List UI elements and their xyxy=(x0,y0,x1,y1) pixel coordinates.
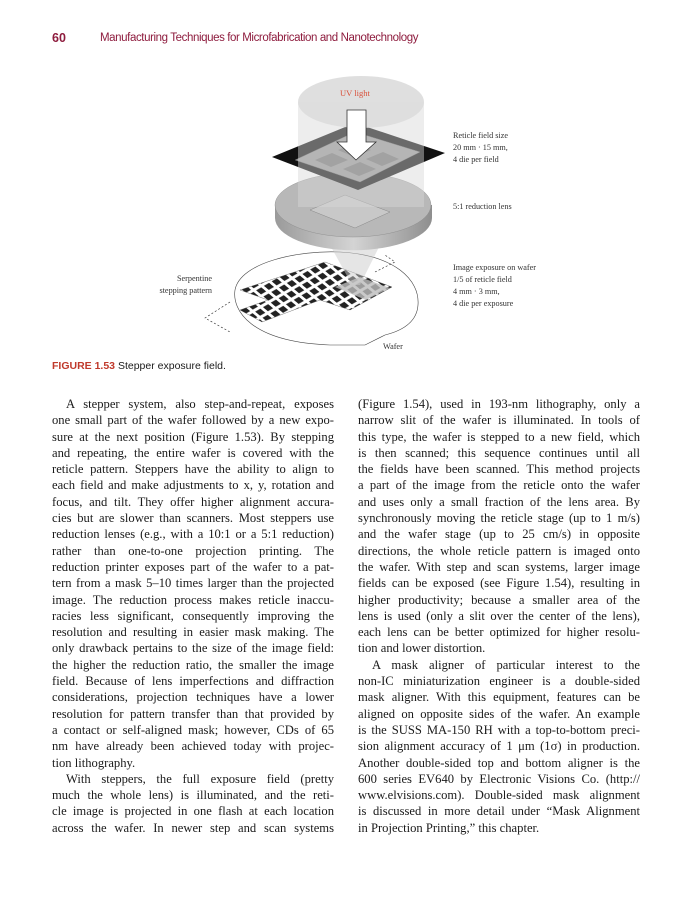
figure-number: FIGURE 1.53 xyxy=(52,360,116,372)
uv-light-label: UV light xyxy=(340,88,370,98)
text-line: only drawback pertains to the size of the image field: xyxy=(52,641,334,656)
serpentine-label-line: stepping pattern xyxy=(159,286,212,295)
text-line: rather than one-to-one projection printing. The xyxy=(52,543,334,558)
text-line: A stepper system, also step-and-repeat, exposes xyxy=(66,397,334,411)
stepper-diagram xyxy=(0,0,695,360)
text-line: 600 series EV640 by Electronic Visions Co. (http:// xyxy=(358,771,640,786)
text-line: considerations, projection techniques have a lower xyxy=(52,690,334,705)
text-line: sion alignment accuracy of 1 μm (1σ) in production. xyxy=(358,739,640,754)
text-line: cle image is projected in one flash at each location xyxy=(52,804,334,819)
text-line: reticle pattern. Steppers have the ability to align to xyxy=(52,462,334,477)
book-title: Manufacturing Techniques for Microfabrication and Nanotechnology xyxy=(100,32,419,44)
text-line: tern from a mask 5–10 times larger than the projected xyxy=(52,576,334,591)
reticle-label-line: Reticle field size xyxy=(453,131,509,140)
figure-caption-text: Stepper exposure field. xyxy=(117,360,226,372)
body-column-right xyxy=(358,396,640,836)
text-line: is discussed in more detail under “Mask Alignment xyxy=(358,804,640,819)
serpentine-label xyxy=(140,273,212,297)
text-line: in Projection Printing,” this chapter. xyxy=(358,820,540,835)
text-line: and uses only a small fraction of the lens area. By xyxy=(358,494,640,509)
text-line: each field and make adjustments to x, y, rotation and xyxy=(52,478,334,493)
text-line: racies less significant, consequently improving the xyxy=(52,608,334,623)
text-line: tion lithography. xyxy=(52,755,136,770)
text-line: resolution and resulting in easier mask making. The xyxy=(52,625,334,640)
text-line: a contact or self-aligned mask; however, CDs of 65 xyxy=(52,722,334,737)
text-line: resolution for pattern transfer than that provided by xyxy=(52,706,334,721)
text-line: the higher the reduction ratio, the smaller the image xyxy=(52,657,334,672)
text-line: reduction printer exposes part of the wafer to a pat- xyxy=(52,559,334,574)
text-line: aligned on opposite sides of the wafer. An example xyxy=(358,706,640,721)
text-line: synchronously moving the reticle stage (up to 1 m/s) xyxy=(358,511,640,526)
text-line: narrow slit of the wafer is illuminated. In tools of xyxy=(358,413,640,428)
exposure-label-line: 1/5 of reticle field xyxy=(453,275,512,284)
text-line: image. The reduction process makes reticle inaccu- xyxy=(52,592,334,607)
text-line: non-IC miniaturization engineer is a double-sided xyxy=(358,674,640,689)
lens-label: 5:1 reduction lens xyxy=(453,202,512,211)
text-line: www.elvisions.com). Double-sided mask alignment xyxy=(358,788,640,803)
text-line: the wafer. With step and scan systems, larger image xyxy=(358,559,640,574)
page-number: 60 xyxy=(52,31,66,45)
exposure-label xyxy=(453,262,536,310)
text-line: lens is used (only a slit over the center of the lens), xyxy=(358,608,640,623)
text-line: and repeating, the entire wafer is covered with the xyxy=(52,445,334,460)
text-line: reduction lenses (e.g., with a 10:1 or a 5:1 reduction) xyxy=(52,527,334,542)
text-line: this type, the wafer is stepped to a new field, which xyxy=(358,429,640,444)
reticle-label-line: 4 die per field xyxy=(453,155,499,164)
body-column-left xyxy=(52,396,334,836)
text-line: With steppers, the full exposure field (pretty xyxy=(66,771,334,786)
text-line: much the whole lens) is illuminated, and the reti- xyxy=(52,788,334,803)
reticle-label-line: 20 mm · 15 mm, xyxy=(453,143,508,152)
text-line: each lens can be better optimized for higher resolu- xyxy=(358,625,640,640)
serpentine-path xyxy=(205,302,230,332)
text-line: Another double-sided top and bottom aligner is the xyxy=(358,755,640,770)
text-line: directions, the whole reticle pattern is imaged onto xyxy=(358,543,640,558)
text-line: is the SUSS MA-150 RH with a top-to-bottom preci- xyxy=(358,722,640,737)
wafer-label: Wafer xyxy=(383,342,403,351)
text-line: higher productivity; because a smaller area of the xyxy=(358,592,640,607)
exposure-label-line: 4 mm · 3 mm, xyxy=(453,287,500,296)
text-line: nm have already been achieved today with projec- xyxy=(52,739,334,754)
text-line: A mask aligner of particular interest to the xyxy=(372,657,640,672)
serpentine-label-line: Serpentine xyxy=(176,274,212,283)
text-line: is then scanned; this sequence continues until all xyxy=(358,445,640,460)
text-line: mask aligner. With this equipment, features can be xyxy=(358,690,640,705)
text-line: and the wafer stage (up to 25 cm/s) in opposite xyxy=(358,527,640,542)
text-line: one small part of the wafer followed by a new expo- xyxy=(52,413,334,428)
text-line: a part of the image from the reticle onto the wafer xyxy=(358,478,640,493)
text-line: cies but are slower than scanners. Most steppers use xyxy=(52,511,334,526)
text-line: field. Because of lens imperfections and diffraction xyxy=(52,674,334,689)
reticle-label xyxy=(453,130,508,166)
exposure-label-line: 4 die per exposure xyxy=(453,299,514,308)
text-line: (Figure 1.54), used in 193-nm lithography, only a xyxy=(358,397,640,411)
text-line: the fields have been scanned. This method projects xyxy=(358,462,640,477)
exposure-label-line: Image exposure on wafer xyxy=(453,263,536,272)
text-line: focus, and tilt. They offer higher alignment accura- xyxy=(52,494,334,509)
text-line: tion and lower distortion. xyxy=(358,641,486,656)
figure-caption xyxy=(52,360,226,372)
text-line: across the wafer. In newer step and scan systems xyxy=(52,820,334,835)
text-line: fields can be exposed (see Figure 1.54), resulting in xyxy=(358,576,640,591)
text-line: sure at the next position (Figure 1.53). By stepping xyxy=(52,429,334,444)
